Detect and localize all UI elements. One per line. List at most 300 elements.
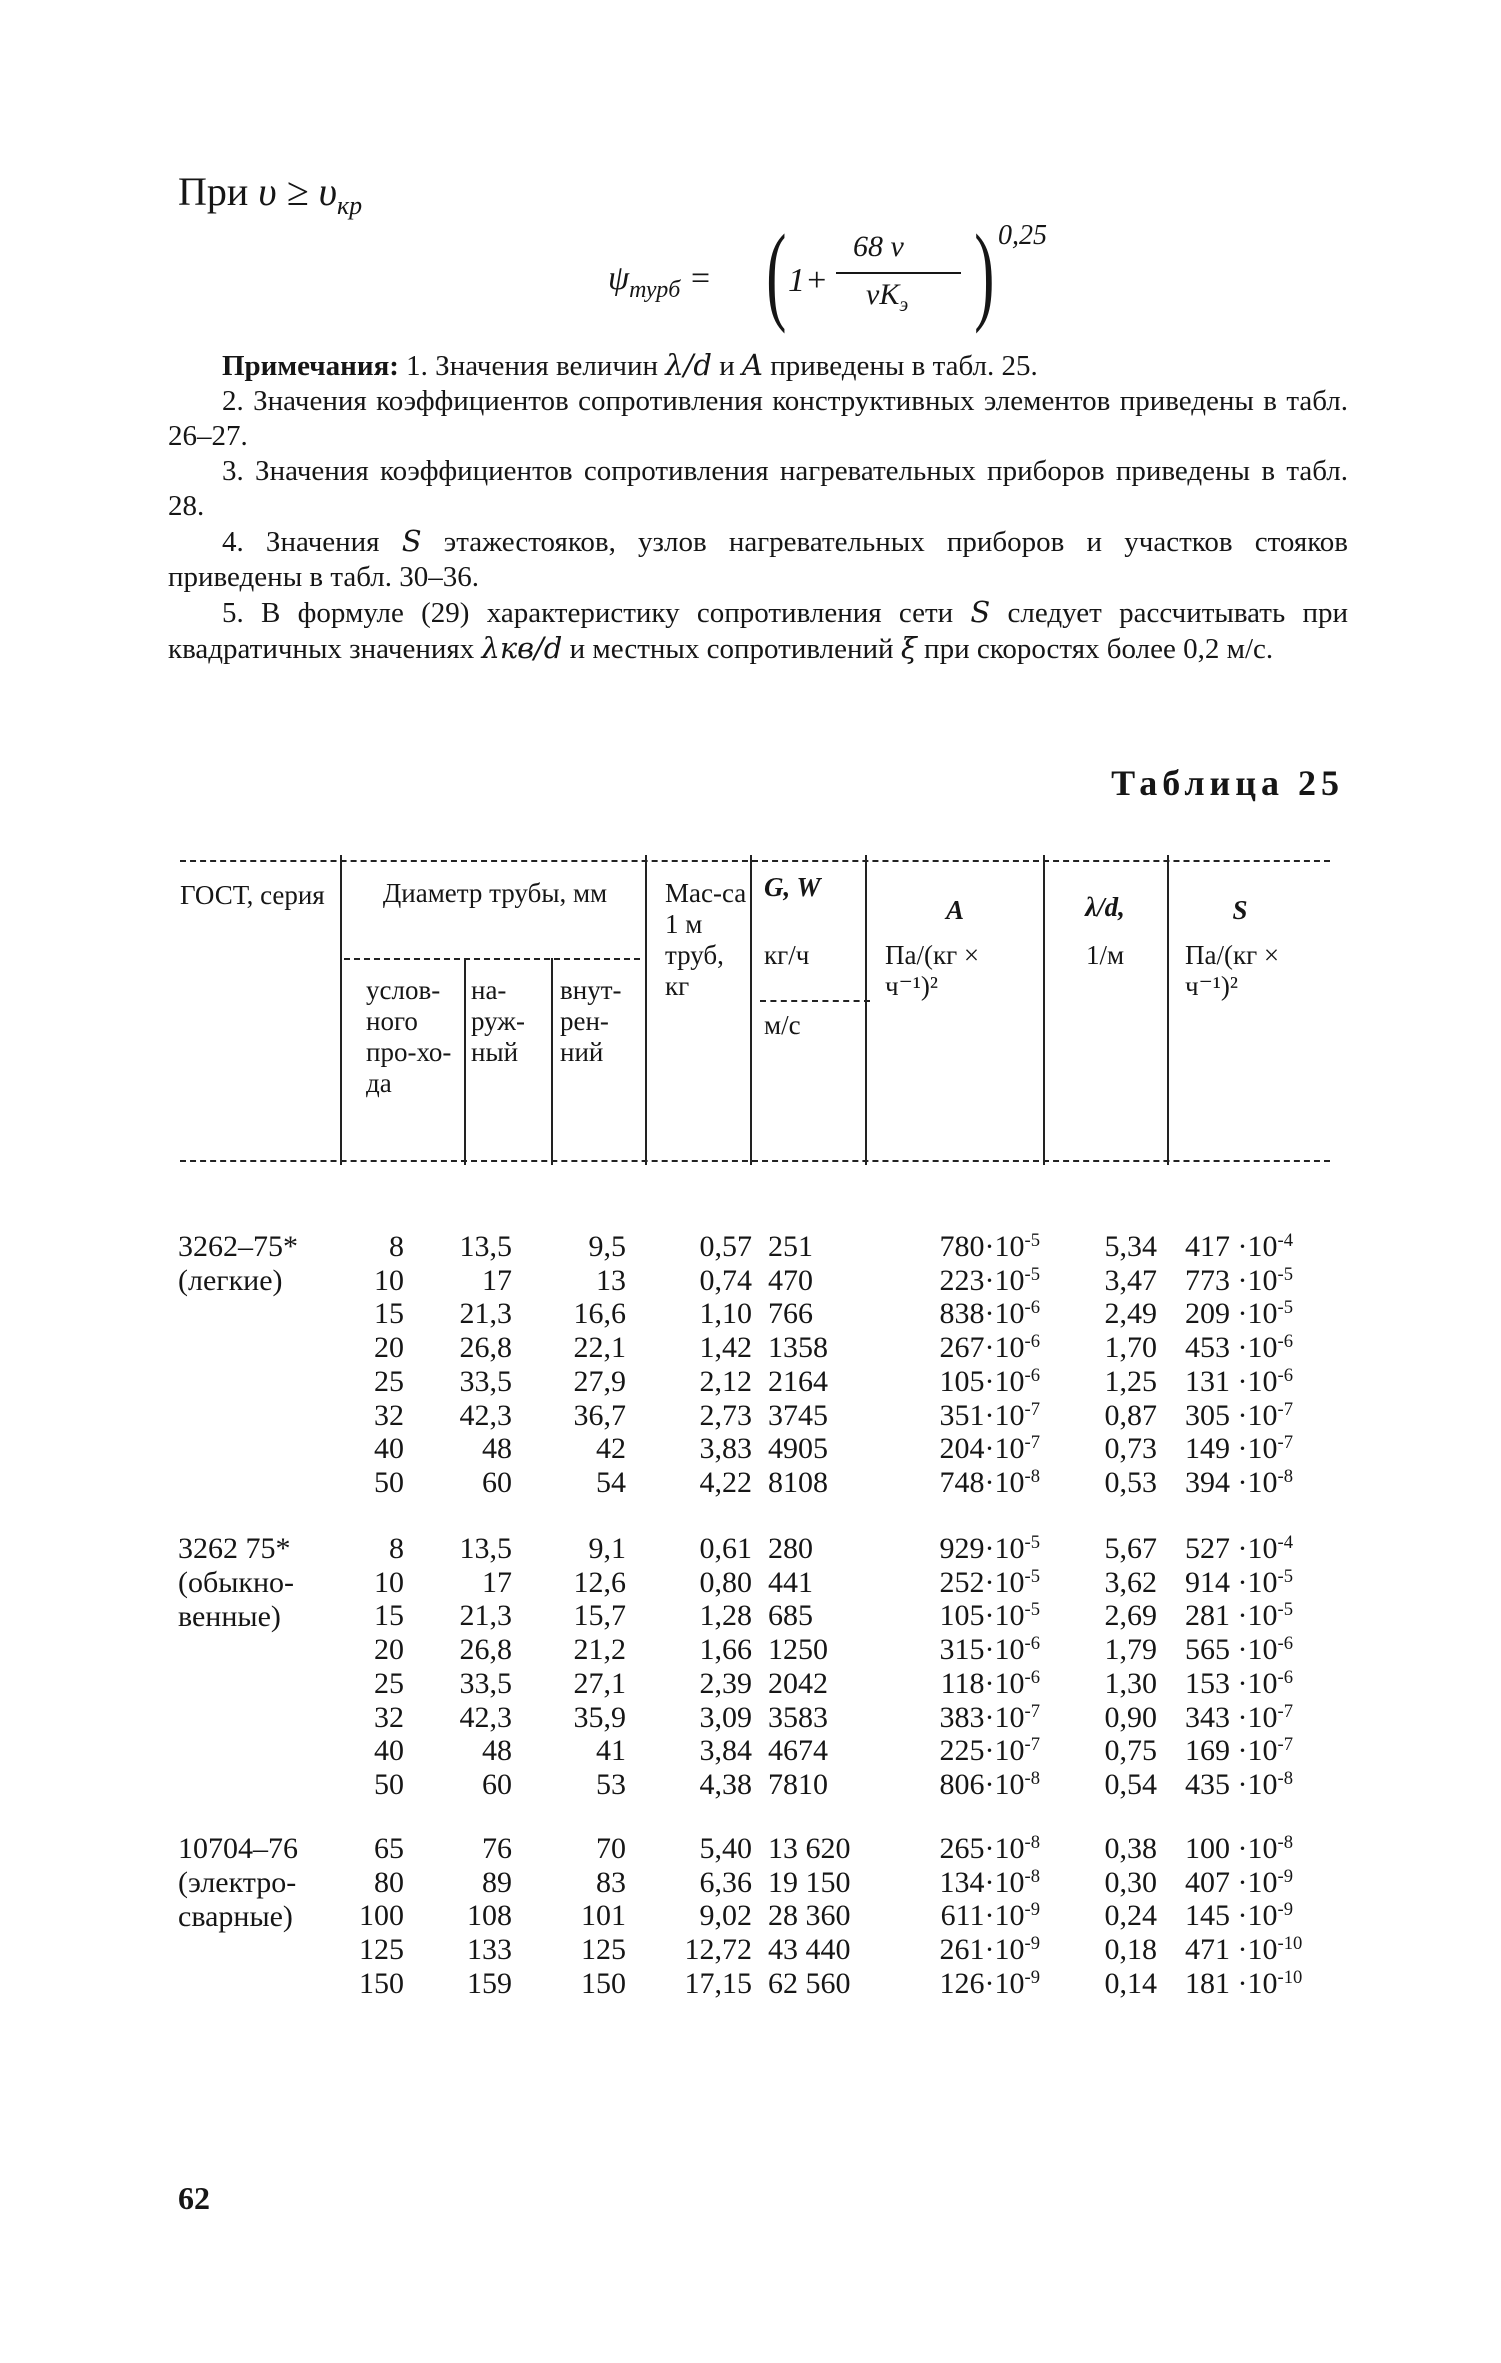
table-cell xyxy=(1185,1297,1345,1331)
group-name-line: 3262–75* xyxy=(178,1230,298,1263)
table-cell: 7810 xyxy=(768,1767,828,1801)
cell-times-ten: ·10 xyxy=(1230,1599,1278,1633)
cell-mantissa: 527 xyxy=(1185,1532,1230,1565)
table-cell: 0,18 xyxy=(1104,1933,1157,1967)
cell-exponent: -6 xyxy=(1024,1632,1040,1654)
header-a-unit: Па/(кг × ч⁻¹)² xyxy=(885,940,980,1001)
gw-sep-rule xyxy=(760,1000,870,1002)
group-name-line: (электро- xyxy=(178,1866,297,1899)
formula-left-paren: ( xyxy=(766,212,787,334)
cell-exponent: -7 xyxy=(1277,1733,1293,1755)
cell-exponent: -4 xyxy=(1277,1531,1293,1553)
note-1-text-b: и xyxy=(712,350,743,382)
cell-mantissa: 149 xyxy=(1185,1432,1230,1466)
cell-mantissa: 435 xyxy=(1185,1767,1230,1801)
table-cell: 470 xyxy=(768,1263,813,1297)
table-cell xyxy=(1185,1399,1345,1433)
cell-exponent: -8 xyxy=(1277,1465,1293,1487)
table-cell: 4905 xyxy=(768,1432,828,1466)
table-cell: 5,34 xyxy=(1104,1230,1157,1263)
table-cell xyxy=(880,1230,1040,1264)
table-cell: 0,87 xyxy=(1104,1398,1157,1432)
table-cell: 0,38 xyxy=(1104,1832,1157,1865)
table-cell xyxy=(1185,1667,1345,1701)
cell-mantissa: 780 xyxy=(939,1230,985,1263)
table-cell xyxy=(880,1399,1040,1433)
table-cell: 50 xyxy=(374,1465,404,1499)
table-cell xyxy=(1185,1365,1345,1399)
table-cell: 80 xyxy=(374,1865,404,1899)
cell-times-ten: ·10 xyxy=(984,1700,1025,1734)
table-cell: 9,1 xyxy=(588,1532,626,1565)
table-cell: 15 xyxy=(374,1297,404,1331)
table-cell: 43 440 xyxy=(768,1933,851,1967)
cell-mantissa: 838 xyxy=(939,1297,985,1331)
table-cell: 48 xyxy=(482,1734,512,1768)
table-cell xyxy=(880,1264,1040,1298)
cell-times-ten: ·10 xyxy=(1230,1532,1278,1565)
formula-right-paren: ) xyxy=(974,212,995,334)
table-cell: 32 xyxy=(374,1700,404,1734)
table-cell: 0,30 xyxy=(1104,1865,1157,1899)
cell-exponent: -8 xyxy=(1024,1465,1040,1487)
note-4-symbol: S xyxy=(401,524,422,558)
table-cell: 26,8 xyxy=(459,1331,512,1365)
cell-mantissa: 417 xyxy=(1185,1230,1230,1263)
cell-times-ten: ·10 xyxy=(984,1465,1025,1499)
cell-mantissa: 252 xyxy=(939,1565,985,1599)
note-5-symbol: S xyxy=(970,595,991,629)
table-cell xyxy=(880,1365,1040,1399)
table-cell: 41 xyxy=(596,1734,626,1768)
cell-exponent: -8 xyxy=(1277,1831,1293,1853)
cell-mantissa: 105 xyxy=(939,1364,985,1398)
cell-times-ten: ·10 xyxy=(1230,1331,1278,1365)
table-cell: 5,40 xyxy=(699,1832,752,1865)
table-cell xyxy=(880,1701,1040,1735)
cell-mantissa: 611 xyxy=(940,1899,985,1933)
cell-mantissa: 204 xyxy=(939,1432,985,1466)
table-cell: 32 xyxy=(374,1398,404,1432)
table-cell: 2164 xyxy=(768,1364,828,1398)
header-s-unit: Па/(кг × ч⁻¹)² xyxy=(1185,940,1280,1001)
table-cell: 1,42 xyxy=(699,1331,752,1365)
cell-times-ten: ·10 xyxy=(1230,1230,1278,1263)
table-cell xyxy=(1185,1633,1345,1667)
cell-mantissa: 105 xyxy=(939,1599,985,1633)
table-cell: 70 xyxy=(596,1832,626,1865)
cell-mantissa: 118 xyxy=(940,1666,985,1700)
table-cell: 159 xyxy=(467,1966,512,2000)
cell-mantissa: 261 xyxy=(939,1933,985,1967)
cell-exponent: -5 xyxy=(1024,1263,1040,1285)
diameter-sub-rule xyxy=(344,958,640,960)
cell-mantissa: 181 xyxy=(1185,1966,1230,2000)
table-cell: 150 xyxy=(359,1966,404,2000)
table-cell xyxy=(880,1899,1040,1933)
note-4 xyxy=(168,524,1348,595)
cell-exponent: -4 xyxy=(1277,1229,1293,1251)
table-cell xyxy=(1185,1933,1345,1967)
cell-mantissa: 773 xyxy=(1185,1263,1230,1297)
cell-exponent: -7 xyxy=(1024,1431,1040,1453)
note-2: 2. Значения коэффициентов сопротивления конструктивных элементов приведены в табл. 26–27. xyxy=(168,385,1348,452)
table-cell: 2,69 xyxy=(1104,1599,1157,1633)
cell-times-ten: ·10 xyxy=(1230,1832,1278,1865)
cell-times-ten: ·10 xyxy=(1230,1432,1278,1466)
table-cell xyxy=(1185,1331,1345,1365)
table-cell: 62 560 xyxy=(768,1966,851,2000)
cell-exponent: -5 xyxy=(1024,1531,1040,1553)
table-cell xyxy=(1185,1230,1345,1264)
cell-exponent: -5 xyxy=(1277,1263,1293,1285)
cell-exponent: -8 xyxy=(1024,1865,1040,1887)
note-5-text-b: следует рассчитывать при квадратичных значениях xyxy=(168,597,1349,665)
table-cell: 2042 xyxy=(768,1666,828,1700)
group-name-line: сварные) xyxy=(178,1900,293,1933)
note-5 xyxy=(168,595,1348,667)
table-cell: 15 xyxy=(374,1599,404,1633)
cell-times-ten: ·10 xyxy=(984,1230,1025,1263)
table-cell: 1,28 xyxy=(699,1599,752,1633)
cell-mantissa: 126 xyxy=(939,1966,985,2000)
table-cell: 108 xyxy=(467,1899,512,1933)
cell-times-ten: ·10 xyxy=(984,1966,1025,2000)
table-cell: 42 xyxy=(596,1432,626,1466)
table-cell: 2,49 xyxy=(1104,1297,1157,1331)
formula-eq: = xyxy=(688,260,712,297)
header-inner: внут-рен-ний xyxy=(560,975,622,1067)
table-top-rule xyxy=(180,860,1330,862)
header-a-symbol: A xyxy=(945,895,964,925)
table-cell: 1,79 xyxy=(1104,1633,1157,1667)
header-mass: Мас-са 1 м труб, кг xyxy=(665,878,747,1001)
table-cell: 100 xyxy=(359,1899,404,1933)
table-cell xyxy=(1185,1866,1345,1900)
col-divider xyxy=(340,855,342,1165)
cell-mantissa: 914 xyxy=(1185,1565,1230,1599)
cell-exponent: -5 xyxy=(1277,1599,1293,1621)
cell-exponent: -5 xyxy=(1024,1599,1040,1621)
cell-exponent: -6 xyxy=(1024,1666,1040,1688)
condition-line xyxy=(178,168,362,221)
note-5-text-d: при скоростях более 0,2 м/с. xyxy=(916,633,1274,665)
formula-denominator-main: νK xyxy=(866,278,900,311)
table-cell: 3,09 xyxy=(699,1700,752,1734)
table-cell: 20 xyxy=(374,1633,404,1667)
notes-label: Примечания: xyxy=(222,350,399,382)
table-cell: 4,38 xyxy=(699,1767,752,1801)
formula-numerator: 68 ν xyxy=(853,230,904,263)
table-cell xyxy=(1185,1899,1345,1933)
table-cell: 133 xyxy=(467,1933,512,1967)
table-cell: 150 xyxy=(581,1966,626,2000)
formula-lhs xyxy=(608,260,712,304)
formula-psi-turb xyxy=(608,212,1088,334)
note-5-fraction: λкв/d xyxy=(481,631,563,665)
table-cell: 50 xyxy=(374,1767,404,1801)
cell-exponent: -7 xyxy=(1024,1398,1040,1420)
cell-times-ten: ·10 xyxy=(1230,1899,1278,1933)
table-cell: 0,90 xyxy=(1104,1700,1157,1734)
table-cell: 0,14 xyxy=(1104,1966,1157,2000)
table-cell: 27,1 xyxy=(573,1666,626,1700)
table-cell: 15,7 xyxy=(573,1599,626,1633)
cell-mantissa: 267 xyxy=(939,1331,985,1365)
table-cell xyxy=(1185,1264,1345,1298)
table-cell: 42,3 xyxy=(459,1398,512,1432)
table-cell: 125 xyxy=(581,1933,626,1967)
header-gw-unit-2: м/с xyxy=(764,1010,801,1040)
header-diameter: Диаметр трубы, мм xyxy=(382,878,608,908)
table-cell: 10 xyxy=(374,1565,404,1599)
table-cell xyxy=(1185,1832,1345,1866)
cell-mantissa: 225 xyxy=(939,1734,985,1768)
cell-exponent: -9 xyxy=(1024,1966,1040,1988)
table-cell: 13 xyxy=(596,1263,626,1297)
cell-mantissa: 453 xyxy=(1185,1331,1230,1365)
cell-times-ten: ·10 xyxy=(1230,1297,1278,1331)
table-cell xyxy=(1185,1566,1345,1600)
cell-exponent: -7 xyxy=(1277,1431,1293,1453)
table-cell: 12,6 xyxy=(573,1565,626,1599)
cell-exponent: -9 xyxy=(1277,1899,1293,1921)
cell-times-ten: ·10 xyxy=(984,1666,1025,1700)
table-cell xyxy=(880,1734,1040,1768)
cell-times-ten: ·10 xyxy=(984,1398,1025,1432)
cell-exponent: -10 xyxy=(1277,1932,1303,1954)
table-cell: 8 xyxy=(389,1230,404,1263)
cell-times-ten: ·10 xyxy=(1230,1966,1278,2000)
table-cell: 2,39 xyxy=(699,1666,752,1700)
table-cell xyxy=(880,1866,1040,1900)
table-cell: 3,62 xyxy=(1104,1565,1157,1599)
formula-one: 1+ xyxy=(788,262,828,299)
cell-mantissa: 407 xyxy=(1185,1865,1230,1899)
cell-times-ten: ·10 xyxy=(1230,1700,1278,1734)
group-name xyxy=(178,1532,294,1634)
cell-mantissa: 131 xyxy=(1185,1364,1230,1398)
table-cell: 25 xyxy=(374,1666,404,1700)
table-cell: 36,7 xyxy=(573,1398,626,1432)
formula-denominator-sub: э xyxy=(899,294,909,316)
cell-exponent: -6 xyxy=(1277,1632,1293,1654)
header-gw-unit-1: кг/ч xyxy=(764,940,810,970)
table-cell: 33,5 xyxy=(459,1364,512,1398)
cell-times-ten: ·10 xyxy=(984,1263,1025,1297)
table-cell: 3,83 xyxy=(699,1432,752,1466)
header-outer: на-руж-ный xyxy=(471,975,525,1067)
table-cell: 13,5 xyxy=(459,1532,512,1565)
cell-times-ten: ·10 xyxy=(1230,1767,1278,1801)
table-cell: 1,30 xyxy=(1104,1666,1157,1700)
cell-mantissa: 565 xyxy=(1185,1633,1230,1667)
table-cell: 1,66 xyxy=(699,1633,752,1667)
cell-times-ten: ·10 xyxy=(984,1599,1025,1633)
cell-times-ten: ·10 xyxy=(984,1364,1025,1398)
cell-mantissa: 806 xyxy=(939,1767,985,1801)
cell-exponent: -8 xyxy=(1277,1767,1293,1789)
table-cell: 1,70 xyxy=(1104,1331,1157,1365)
table-cell xyxy=(880,1599,1040,1633)
header-gost: ГОСТ, серия xyxy=(180,880,325,910)
col-divider xyxy=(750,855,752,1165)
condition-prefix: При xyxy=(178,169,249,214)
table-cell xyxy=(1185,1734,1345,1768)
cell-times-ten: ·10 xyxy=(984,1565,1025,1599)
table-cell: 12,72 xyxy=(684,1933,752,1967)
group-name-line: (обыкно- xyxy=(178,1566,295,1599)
cell-times-ten: ·10 xyxy=(1230,1263,1278,1297)
table-cell: 21,3 xyxy=(459,1599,512,1633)
cell-times-ten: ·10 xyxy=(984,1933,1025,1967)
table-cell: 53 xyxy=(596,1767,626,1801)
col-divider xyxy=(464,958,466,1165)
cell-exponent: -5 xyxy=(1024,1565,1040,1587)
table-cell: 1358 xyxy=(768,1331,828,1365)
table-cell: 16,6 xyxy=(573,1297,626,1331)
table-cell xyxy=(1185,1701,1345,1735)
group-name xyxy=(178,1832,298,1934)
cell-mantissa: 305 xyxy=(1185,1398,1230,1432)
table-cell: 2,12 xyxy=(699,1364,752,1398)
cell-exponent: -5 xyxy=(1277,1565,1293,1587)
table-cell: 766 xyxy=(768,1297,813,1331)
table-cell: 9,02 xyxy=(699,1899,752,1933)
formula-lhs-sub: турб xyxy=(629,276,681,303)
note-1-symbol: λ/d xyxy=(665,348,712,382)
table-cell: 1,10 xyxy=(699,1297,752,1331)
group-name-line: венные) xyxy=(178,1600,281,1633)
note-1-text-a: 1. Значения величин xyxy=(398,350,666,382)
table-cell xyxy=(880,1967,1040,2001)
table-cell xyxy=(880,1832,1040,1866)
table-cell: 25 xyxy=(374,1364,404,1398)
table-cell xyxy=(880,1933,1040,1967)
group-name-line: 3262 75* xyxy=(178,1532,291,1565)
header-gw-symbols: G, W xyxy=(764,872,821,902)
table-cell xyxy=(1185,1532,1345,1566)
table-cell: 10 xyxy=(374,1263,404,1297)
table-cell: 0,75 xyxy=(1104,1734,1157,1768)
table-cell: 0,73 xyxy=(1104,1432,1157,1466)
table-cell: 21,3 xyxy=(459,1297,512,1331)
cell-mantissa: 209 xyxy=(1185,1297,1230,1331)
cell-times-ten: ·10 xyxy=(1230,1633,1278,1667)
note-5-text-a: 5. В формуле (29) характеристику сопротивления сети xyxy=(222,597,971,629)
table-cell: 22,1 xyxy=(573,1331,626,1365)
cell-mantissa: 343 xyxy=(1185,1700,1230,1734)
cell-exponent: -9 xyxy=(1024,1899,1040,1921)
cell-times-ten: ·10 xyxy=(1230,1364,1278,1398)
table-cell xyxy=(1185,1967,1345,2001)
note-5-symbol-2: ξ xyxy=(900,631,917,665)
table-cell: 89 xyxy=(482,1865,512,1899)
table-cell: 1,25 xyxy=(1104,1364,1157,1398)
cell-times-ten: ·10 xyxy=(984,1532,1025,1565)
table-cell: 40 xyxy=(374,1432,404,1466)
cell-times-ten: ·10 xyxy=(984,1767,1025,1801)
table-cell: 83 xyxy=(596,1865,626,1899)
table-cell: 13,5 xyxy=(459,1230,512,1263)
condition-expr: υ ≥ υ xyxy=(258,169,337,214)
table-cell: 280 xyxy=(768,1532,813,1565)
table-cell: 251 xyxy=(768,1230,813,1263)
table-cell: 26,8 xyxy=(459,1633,512,1667)
table-cell: 8 xyxy=(389,1532,404,1565)
cell-times-ten: ·10 xyxy=(984,1899,1025,1933)
table-title: Таблица 25 xyxy=(1111,763,1344,803)
table-cell: 0,24 xyxy=(1104,1899,1157,1933)
cell-mantissa: 134 xyxy=(939,1865,985,1899)
col-divider xyxy=(865,855,867,1165)
table-cell: 60 xyxy=(482,1767,512,1801)
table-cell: 441 xyxy=(768,1565,813,1599)
header-ld-symbol: λ/d, xyxy=(1085,892,1125,922)
cell-times-ten: ·10 xyxy=(1230,1666,1278,1700)
cell-times-ten: ·10 xyxy=(1230,1734,1278,1768)
cell-exponent: -6 xyxy=(1277,1330,1293,1352)
table-cell: 20 xyxy=(374,1331,404,1365)
table-cell: 685 xyxy=(768,1599,813,1633)
formula-exponent: 0,25 xyxy=(998,220,1047,251)
cell-exponent: -7 xyxy=(1024,1700,1040,1722)
note-4-text-a: 4. Значения xyxy=(222,526,402,558)
table-cell: 42,3 xyxy=(459,1700,512,1734)
table-cell xyxy=(1185,1599,1345,1633)
col-divider xyxy=(1043,855,1045,1165)
note-4-text-b: этажестояков, узлов нагревательных приборов и участков стояков приведены в табл. 30–36. xyxy=(168,526,1349,593)
table-cell: 0,80 xyxy=(699,1565,752,1599)
table-cell: 48 xyxy=(482,1432,512,1466)
cell-times-ten: ·10 xyxy=(984,1865,1025,1899)
table-cell xyxy=(1185,1432,1345,1466)
note-5-text-c: и местных сопротивлений xyxy=(562,633,901,665)
table-cell xyxy=(880,1432,1040,1466)
cell-times-ten: ·10 xyxy=(984,1633,1025,1667)
table-cell xyxy=(1185,1768,1345,1802)
cell-exponent: -10 xyxy=(1277,1966,1303,1988)
table-cell: 65 xyxy=(374,1832,404,1865)
table-cell: 17 xyxy=(482,1263,512,1297)
table-cell: 1250 xyxy=(768,1633,828,1667)
group-name xyxy=(178,1230,298,1298)
table-cell xyxy=(880,1532,1040,1566)
cell-mantissa: 100 xyxy=(1185,1832,1230,1865)
notes xyxy=(168,348,1348,667)
table-cell: 0,74 xyxy=(699,1263,752,1297)
page-number: 62 xyxy=(178,2180,210,2216)
col-divider xyxy=(1167,855,1169,1165)
table-cell: 9,5 xyxy=(588,1230,626,1263)
table-cell: 3583 xyxy=(768,1700,828,1734)
table-cell: 4,22 xyxy=(699,1465,752,1499)
table-cell: 3,84 xyxy=(699,1734,752,1768)
formula-lhs-symbol: ψ xyxy=(608,260,630,297)
cell-mantissa: 929 xyxy=(939,1532,985,1565)
col-divider xyxy=(551,958,553,1165)
table-cell: 0,54 xyxy=(1104,1767,1157,1801)
table-cell: 125 xyxy=(359,1933,404,1967)
table-cell xyxy=(880,1466,1040,1500)
cell-mantissa: 281 xyxy=(1185,1599,1230,1633)
group-name-line: 10704–76 xyxy=(178,1832,298,1865)
table-cell: 40 xyxy=(374,1734,404,1768)
table-cell: 3,47 xyxy=(1104,1263,1157,1297)
cell-exponent: -7 xyxy=(1024,1733,1040,1755)
table-cell: 0,61 xyxy=(699,1532,752,1565)
header-conditional-bore: услов-ного про-хо-да xyxy=(366,975,452,1098)
